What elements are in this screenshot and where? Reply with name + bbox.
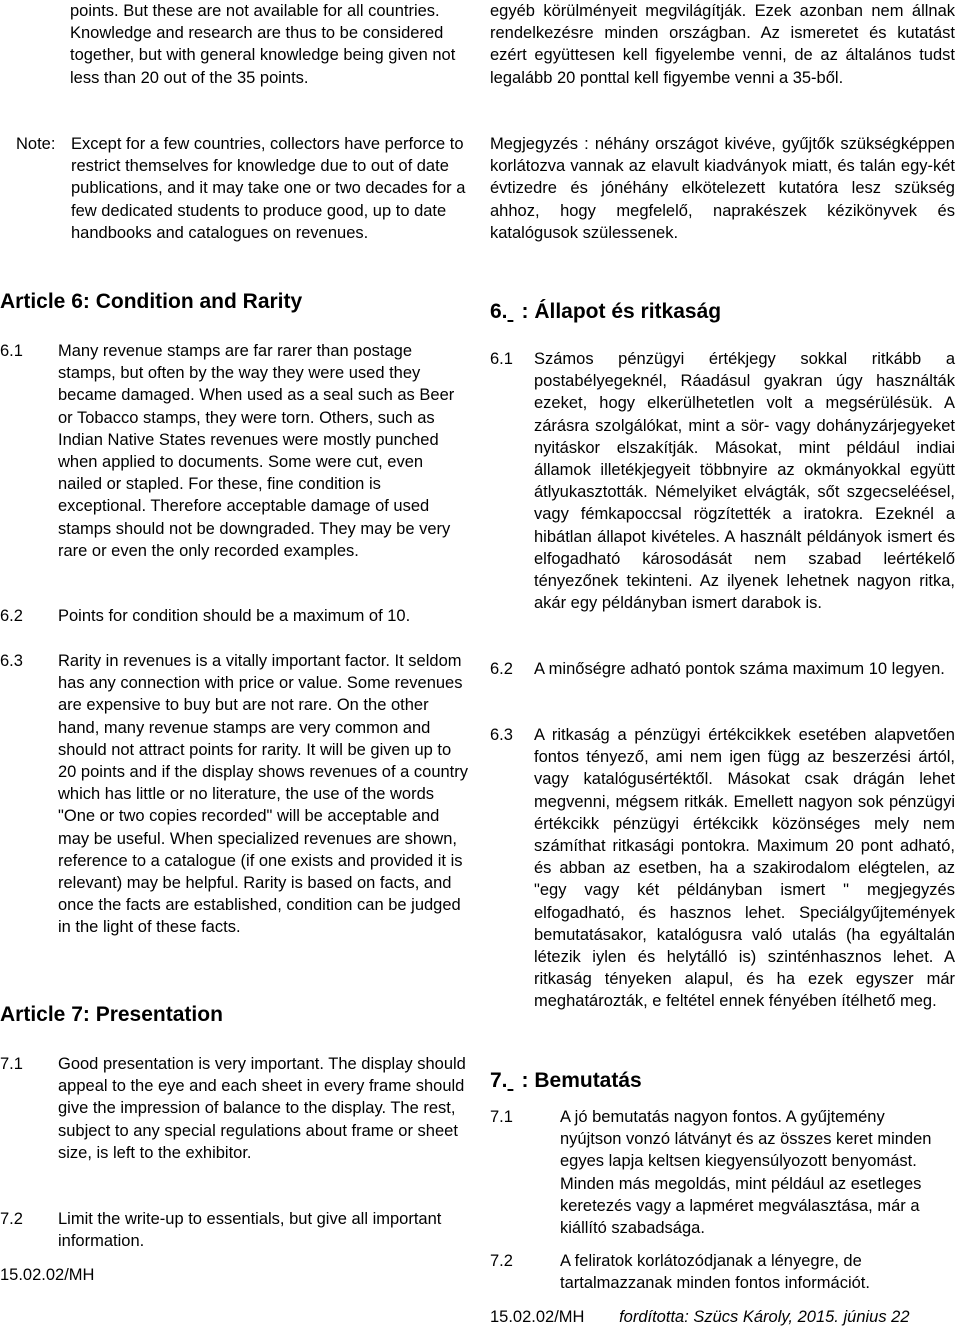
- item-number: 6.2: [490, 660, 513, 678]
- note-label: Note:: [16, 135, 56, 153]
- article-6-heading: : Állapot és ritkaság: [521, 300, 722, 323]
- list-item-7-2: [0, 1208, 475, 1252]
- item-text: Points for condition should be a maximum of 10.: [58, 607, 411, 625]
- article-6-title-hu: [490, 299, 721, 325]
- item-text: A jó bemutatás nagyon fontos. A gyűjtemény nyújtson vonzó látványt és az összes keret minden egyes lapja keltsen kiegyensúlyozott benyomást. Minden más megoldás, mint például az esetleges keretezés vagy a lapméret megválasztása, már a kiállító szabadsága.: [560, 1108, 932, 1238]
- footer-date: 15.02.02/MH: [0, 1266, 95, 1284]
- intro-paragraph-hu: egyéb körülményeit megvilágítják. Ezek azonban nem állnak rendelkezésre minden országban. Az ismeretet és kutatást ezért együttesen kell figyelembe venni, de az általános tudst legalább 20 ponttal kell figyembe venni a 35-ből.: [490, 2, 955, 87]
- footer-hu: [490, 1306, 910, 1328]
- item-number: 7.1: [0, 1055, 23, 1073]
- item-number: 6.1: [490, 350, 513, 368]
- item-text: A minőségre adható pontok száma maximum 10 legyen.: [534, 660, 945, 678]
- article-6-title: Article 6: Condition and Rarity: [0, 290, 303, 313]
- item-number: 6.3: [0, 652, 23, 670]
- item-text: Good presentation is very important. The display should appeal to the eye and each sheet in every frame should give the impression of balance to the display. The rest, subject to any special regulations about frame or sheet size, is left to the exhibitor.: [58, 1055, 466, 1162]
- item-text: Many revenue stamps are far rarer than postage stamps, but often by the way they were used they became damaged. When used as a seal such as Beer or Tobacco stamps, they were torn. Others, such as Indian Native States revenues were mostly punched when applied to documents. Some were cut, even nailed or stapled. For these, fine condition is exceptional. Therefore acceptable damage of used stamps should not be downgraded. They may be very rare or even the only recorded examples.: [58, 342, 455, 560]
- item-number: 6.1: [0, 342, 23, 360]
- list-item-7-1-hu: [490, 1106, 955, 1239]
- list-item-7-1: [0, 1053, 475, 1164]
- underline-gap: [508, 299, 522, 325]
- article-7-title: Article 7: Presentation: [0, 1003, 223, 1026]
- translator-credit: fordította: Szücs Károly, 2015. június 22: [619, 1308, 910, 1326]
- item-text: Limit the write-up to essentials, but give all important information.: [58, 1210, 442, 1251]
- article-7-heading: : Bemutatás: [521, 1069, 642, 1092]
- note-block: [16, 133, 476, 244]
- list-item-7-2-hu: [490, 1250, 955, 1294]
- underline-gap: [508, 1068, 522, 1094]
- note-text-hu: Megjegyzés : néhány országot kivéve, gyűjtők szükségképpen korlátozva vannak az elavult kiadványok miatt, és talán egy-két évtizedre és jónéhány elkötelezett kutatóra lesz szükség ahhoz, hogy megfelelő, naprakészek kézikönyvek és katalógusok szülessenek.: [490, 135, 955, 242]
- list-item-6-1: [0, 340, 475, 562]
- list-item-6-1-hu: [490, 348, 955, 614]
- intro-paragraph: points. But these are not available for all countries. Knowledge and research are thus to be considered together, but with general knowledge being given not less than 20 out of the 35 points.: [70, 2, 456, 87]
- item-text: Számos pénzügyi értékjegy sokkal ritkább a postabélyegeknél, Ráadásul gyakran úgy használták ezeket, hogy elkerülhetetlen volt a megsérülésük. A zárásra szolgálókat, mint a sör- vagy dohányzárjegyeket nyitáskor elszakítják. Másokat, mint például indiai államok illetékjegyeit többnyire az okmányokkal együtt átlyukasztották. Némelyiket elvágták, sőt szgecseléésel, vagy fémkapoccsal rögzítették a iratokra. Ezeknél a hibátlan állapot kivételes. A használt példányok ismert és elfogadható károsodását nem szabad leértékelő tényezőnek tekinteni. Az ilyenek lehetnek nagyon ritka, akár egy példányban ismert darabok is.: [534, 350, 955, 613]
- item-number: 6.3: [490, 726, 513, 744]
- article-7-number: 7.: [490, 1069, 508, 1092]
- item-text: A feliratok korlátozódjanak a lényegre, de tartalmazzanak minden fontos információt.: [560, 1252, 870, 1293]
- article-6-number: 6.: [490, 300, 508, 323]
- item-text: A ritkaság a pénzügyi értékcikkek esetében alapvetően fontos tényező, ami nem igen függ az beszerzési ártól, vagy katalógusértéktől. Másokat csak drágán lehet megvenni, mégsem ritkák. Emellett nagyon sok pénzügyi értékcikk pénzügyi értékcikk közönséges mely nem számíthat ritkasági pontokra. Maximum 20 pont adható, és abban az esetben, ha a szakirodalom elégtelen, az "egy vagy két példányban ismert " megjegyzés elfogadható, és hasznos lehet. Speciálgyűjtemények bemutatásakor, katalógusra való utalás (ha egyáltalán létezik iylen és helytálló is) szinténhasznos lehet. A ritkaság tényeken alapul, és ha ezek egyszer már meghatározták, e feltétel ennek fényében ítélhető meg.: [534, 726, 955, 1011]
- item-number: 7.2: [490, 1252, 513, 1270]
- article-7-title-hu: [490, 1068, 642, 1094]
- item-number: 7.1: [490, 1108, 513, 1126]
- list-item-6-3-hu: [490, 724, 955, 1013]
- footer-date-hu: 15.02.02/MH: [490, 1308, 585, 1326]
- list-item-6-2-hu: [490, 658, 955, 680]
- note-text: Except for a few countries, collectors have perforce to restrict themselves for knowledge due to out of date publications, and it may take one or two decades for a few dedicated students to produce good, up to date handbooks and catalogues on revenues.: [71, 135, 466, 242]
- item-number: 6.2: [0, 607, 23, 625]
- item-text: Rarity in revenues is a vitally important factor. It seldom has any connection with price or value. Some revenues are expensive to buy but are not rare. On the other hand, many revenue stamps are very common and should not attract points for rarity. It will be given up to 20 points and if the display shows revenues of a country which has little or no literature, the use of the words "One or two copies recorded" will be acceptable and may be useful. When specialized revenues are shown, reference to a catalogue (if one exists and provided it is relevant) may be helpful. Rarity is based on facts, and once the facts are established, condition can be judged in the light of these facts.: [58, 652, 468, 937]
- list-item-6-2: [0, 605, 475, 627]
- item-number: 7.2: [0, 1210, 23, 1228]
- list-item-6-3: [0, 650, 475, 939]
